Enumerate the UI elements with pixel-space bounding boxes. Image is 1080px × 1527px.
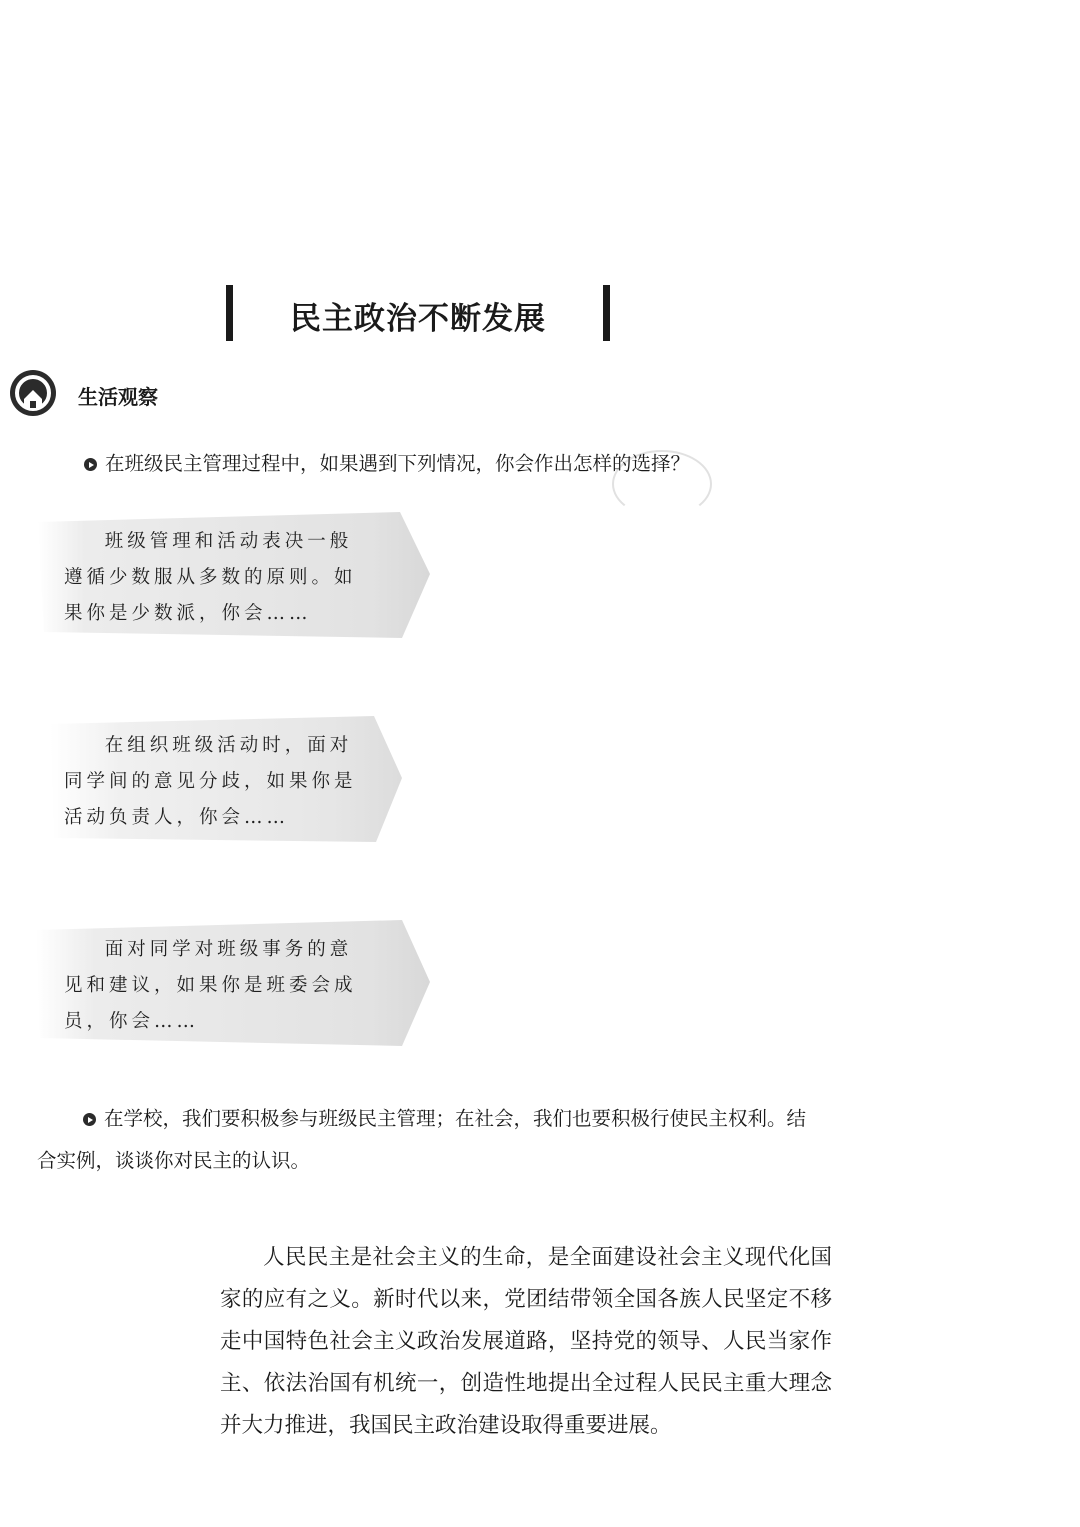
section-label: 生活观察 [78,385,158,409]
prompt-2 [37,1098,817,1182]
scenario-text-3: 面对同学对班级事务的意见和建议，如果你是班委会成员，你会…… [64,939,357,1032]
play-bullet-icon [83,1113,96,1126]
paper-smudge [612,450,712,518]
house-in-circle-icon [10,370,56,416]
prompt-1-text: 在班级民主管理过程中，如果遇到下列情况，你会作出怎样的选择？ [105,452,691,475]
title-right-bar [603,285,610,341]
play-bullet-icon [84,458,97,471]
page-title: 民主政治不断发展 [290,301,546,337]
scenario-card [30,512,430,638]
prompt-1 [84,443,690,485]
prompt-2-text: 在学校，我们要积极参与班级民主管理；在社会，我们也要积极行使民主权利。结合实例，谈谈你对民主的认识。 [37,1107,807,1172]
scenario-card [30,920,430,1046]
scenario-text-1: 班级管理和活动表决一般遵循少数服从多数的原则。如果你是少数派，你会…… [64,531,357,624]
reading-passage: 人民民主是社会主义的生命，是全面建设社会主义现代化国家的应有之义。新时代以来，党团结带领全国各族人民坚定不移走中国特色社会主义政治发展道路，坚持党的领导、人民当家作主、依法治国有机统一，创造性地提出全过程人民民主重大理念并大力推进，我国民主政治建设取得重要进展。 [220,1245,832,1438]
scenario-card [30,716,430,842]
page-title-block [226,285,610,341]
scenario-text-2: 在组织班级活动时，面对同学间的意见分歧，如果你是活动负责人，你会…… [64,735,357,828]
